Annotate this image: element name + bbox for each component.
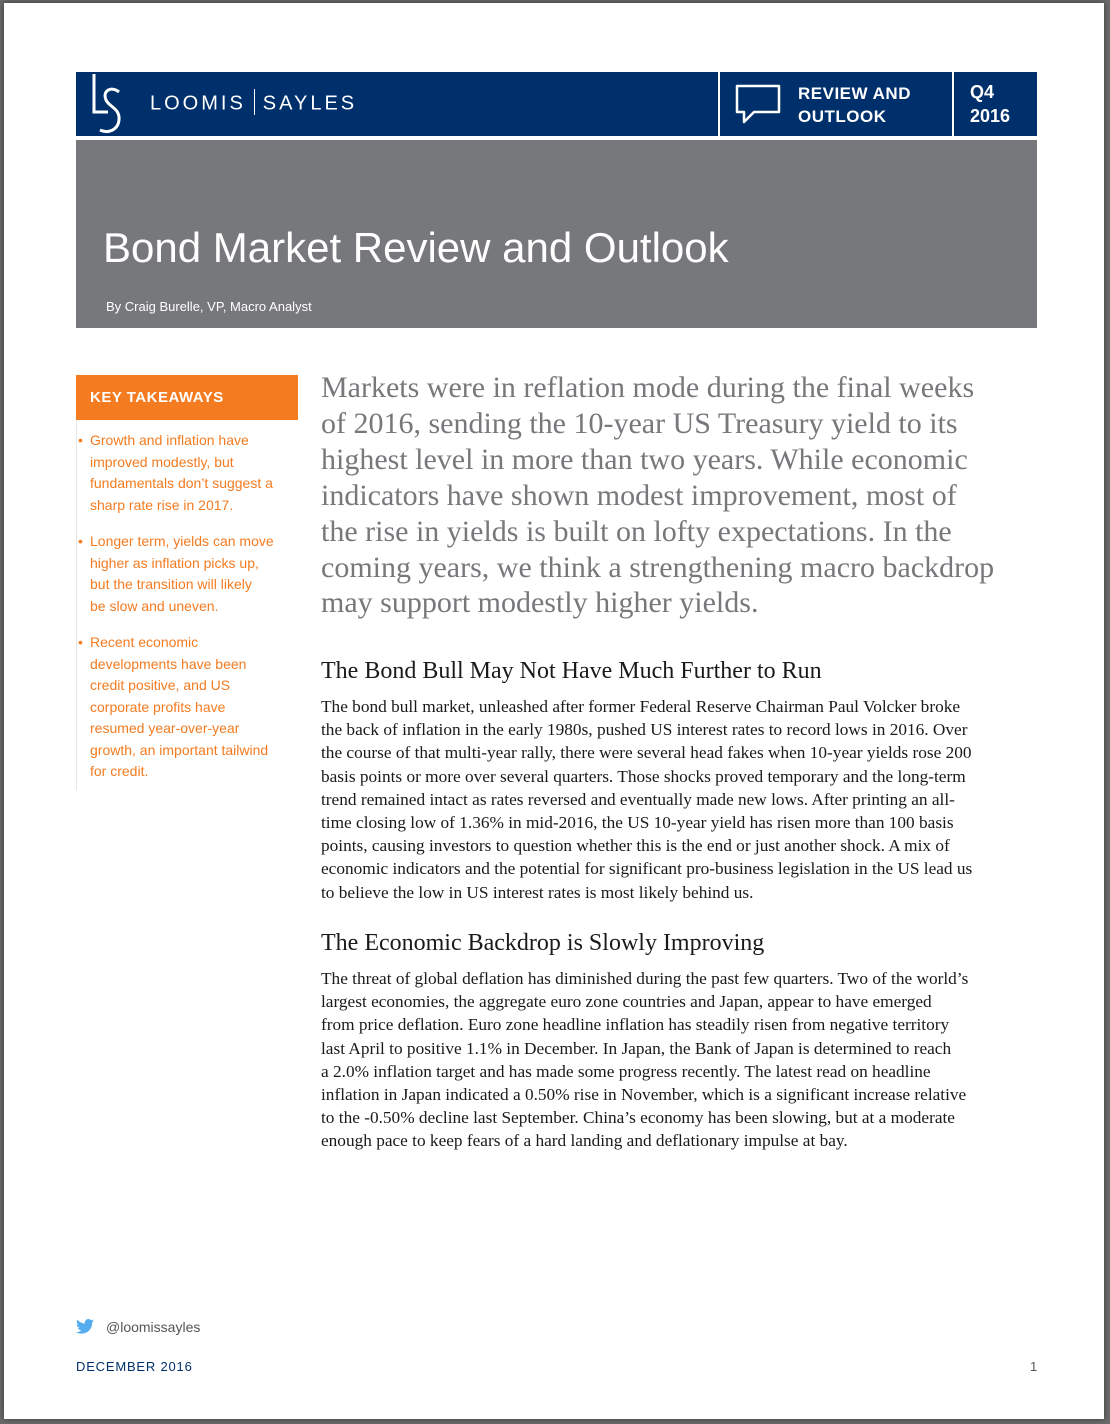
body-line: to believe the low in US interest rates is most likely behind us. [321,882,754,902]
takeaway-item [76,531,298,617]
takeaway-line: be slow and uneven. [90,597,219,614]
brand-right: SAYLES [262,92,358,115]
body-line: economic indicators and the potential for significant pro-business legislation in the US lead us [321,859,973,879]
lead-line: the rise in yields is built on lofty expectations. In the [321,514,952,548]
title-band [76,140,1037,328]
section-heading: The Bond Bull May Not Have Much Further to Run [321,658,822,684]
section-label [798,82,911,128]
lead-line: may support modestly higher yields. [321,586,759,620]
takeaway-line: resumed year-over-year [90,720,240,736]
header-divider [718,72,720,136]
key-takeaways-heading: KEY TAKEAWAYS [76,375,298,420]
body-line: enough pace to keep fears of a hard landing and deflationary impulse at bay. [321,1131,848,1151]
takeaway-line: for credit. [90,763,149,779]
page-title: Bond Market Review and Outlook [103,224,729,271]
takeaway-line: higher as inflation picks up, [90,554,259,571]
section-label-line1: REVIEW AND [798,84,911,103]
brand-left: LOOMIS [150,92,246,115]
body-line: the course of that multi-year rally, there were several head fakes when 10-year yields rose 200 [321,743,972,763]
takeaway-line: Longer term, yields can move [90,533,274,549]
body-line: points, causing investors to question whether this is the end or just another shock. A mix of [321,836,950,856]
byline: By Craig Burelle, VP, Macro Analyst [106,299,312,314]
takeaway-line: but the transition will likely [90,576,252,592]
takeaway-line: corporate profits have [90,698,226,715]
body-line: from price deflation. Euro zone headline inflation has steadily risen from negative territory [321,1015,950,1035]
year: 2016 [970,106,1011,126]
bullet-icon: • [78,432,83,448]
ls-logo-icon [86,72,126,136]
section-body [321,967,1041,1153]
takeaway-line: credit positive, and US [90,677,231,693]
brand-separator [254,89,255,115]
body-line: largest economies, the aggregate euro zone countries and Japan, appear to have emerged [321,992,932,1012]
body-line: inflation in Japan indicated a 0.50% rise in November, which is a significant increase relative [321,1085,967,1105]
header-divider [952,72,954,136]
takeaway-line: improved modestly, but [90,453,234,470]
body-line: last April to positive 1.1% in December. In Japan, the Bank of Japan is determined to reach [321,1038,952,1058]
takeaway-item [76,430,298,516]
footer-date: DECEMBER 2016 [76,1359,193,1374]
takeaway-line: sharp rate rise in 2017. [90,496,234,513]
body-line: the back of inflation in the early 1980s, pushed US interest rates to record lows in 2016. Over [321,720,968,740]
key-takeaways-list [76,430,298,798]
twitter-icon[interactable] [76,1319,94,1334]
bullet-icon: • [78,634,83,650]
bullet-icon: • [78,533,83,549]
section-heading: The Economic Backdrop is Slowly Improving [321,930,765,956]
takeaway-line: fundamentals don’t suggest a [90,475,273,491]
section-body [321,695,1041,904]
lead-line: of 2016, sending the 10-year US Treasury yield to its [321,406,958,440]
body-line: to the -0.50% decline last September. China’s economy has been slowing, but at a moderate [321,1108,955,1128]
lead-line: coming years, we think a strengthening macro backdrop [321,550,995,584]
lead-line: indicators have shown modest improvement, most of [321,478,957,512]
document-page [4,3,1104,1419]
brand-name [150,91,357,117]
takeaway-line: growth, an important tailwind [90,741,269,758]
body-line: The threat of global deflation has diminished during the past few quarters. Two of the world’s [321,969,969,988]
body-line: The bond bull market, unleashed after former Federal Reserve Chairman Paul Volcker broke [321,697,961,716]
takeaway-line: Growth and inflation have [90,432,249,448]
body-line: trend remained intact as rates reversed and eventually made new lows. After printing an all- [321,789,955,809]
quarter: Q4 [970,82,995,102]
body-line: a 2.0% inflation target and has made some progress recently. The latest read on headline [321,1061,931,1081]
quarter-label [970,80,1010,128]
twitter-handle[interactable]: @loomissayles [106,1319,201,1335]
lead-paragraph [321,370,1041,621]
lead-line: highest level in more than two years. While economic [321,442,968,476]
body-line: time closing low of 1.36% in mid-2016, the US 10-year yield has risen more than 100 basis [321,813,954,833]
takeaway-line: developments have been [90,655,247,672]
page-number: 1 [1030,1359,1038,1374]
header-bar [76,72,1037,136]
takeaway-line: Recent economic [90,634,199,650]
section-label-line2: OUTLOOK [798,107,887,126]
takeaway-item [76,632,298,783]
lead-line: Markets were in reflation mode during the final weeks [321,371,975,404]
body-line: basis points or more over several quarters. Those shocks proved temporary and the long-term [321,766,966,786]
speech-bubble-icon [734,80,782,128]
